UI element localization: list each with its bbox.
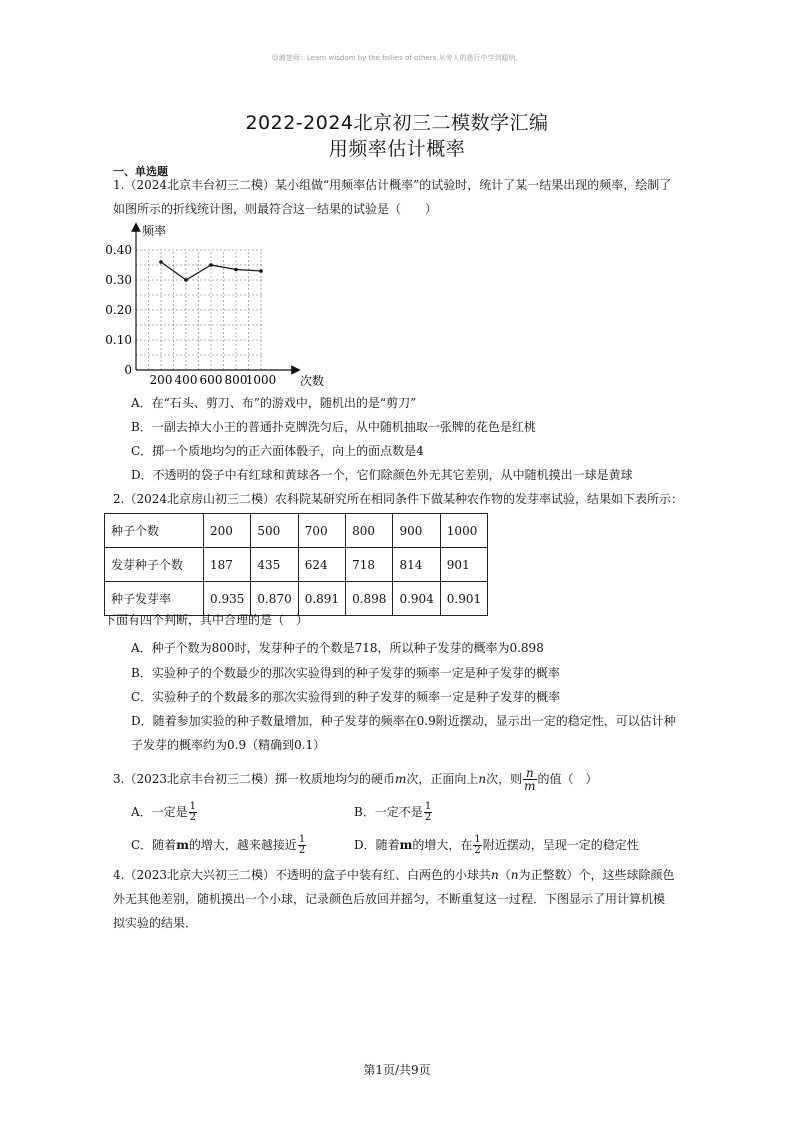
table-cell: 500 bbox=[251, 514, 298, 548]
page-subtitle: 用频率估计概率 bbox=[328, 138, 466, 160]
q4-stem-line3: 拟实验的结果． bbox=[113, 916, 198, 930]
table-cell: 0.901 bbox=[440, 582, 487, 616]
table-cell: 718 bbox=[346, 548, 393, 582]
table-cell: 800 bbox=[346, 514, 393, 548]
q1-option-a: A．在“石头、剪刀、布”的游戏中，随机出的是“剪刀” bbox=[131, 396, 417, 410]
q2-option-d-line2: 子发芽的概率约为0.9（精确到0.1） bbox=[131, 738, 326, 752]
table-cell: 700 bbox=[298, 514, 345, 548]
q3-option-d: D．随着m的增大，在 $\frac{1}{2}$ 附近摆动，呈现一定的稳定性 bbox=[354, 834, 639, 856]
table-cell: 200 bbox=[204, 514, 251, 548]
section-heading: 一、单选题 bbox=[113, 165, 168, 178]
q3-stem-mid1: 次，正面向上 bbox=[406, 772, 479, 786]
fraction-one-half: $\frac{1}{2}$ bbox=[189, 801, 197, 823]
q3-stem bbox=[113, 763, 598, 795]
var-n: n bbox=[478, 772, 487, 786]
fraction-one-half: $\frac{1}{2}$ bbox=[474, 834, 481, 856]
table-cell: 900 bbox=[393, 514, 440, 548]
data-point bbox=[259, 269, 263, 273]
q1-option-c: C．掷一个质地均匀的正六面体骰子，向上的面点数是4 bbox=[131, 444, 424, 458]
x-tick-label: 400 bbox=[174, 373, 198, 387]
q2-stem: 2.（2024北京房山初三二模）农科院某研究所在相同条件下做某种农作物的发芽率试验，结果如下表所示： bbox=[113, 492, 683, 506]
q3-stem-mid2: 次，则 bbox=[486, 772, 523, 786]
y-tick-label: 0.30 bbox=[105, 273, 132, 287]
data-point bbox=[184, 278, 188, 282]
table-cell: 种子个数 bbox=[105, 514, 204, 548]
fraction-one-half: $\frac{1}{2}$ bbox=[424, 801, 432, 823]
table-cell: 1000 bbox=[440, 514, 487, 548]
table-cell: 0.870 bbox=[251, 582, 298, 616]
var-m: m bbox=[395, 772, 407, 786]
q4-stem-line2: 外无其他差别，随机摸出一个小球，记录颜色后放回并摇匀，不断重复这一过程．下图显示了用计算机模 bbox=[113, 892, 666, 906]
page-title: 2022-2024北京初三二模数学汇编 bbox=[245, 112, 549, 134]
x-tick-label: 200 bbox=[149, 373, 173, 387]
q2-option-b: B．实验种子的个数最少的那次实验得到的种子发芽的频率一定是种子发芽的概率 bbox=[131, 666, 560, 680]
table-row bbox=[105, 514, 488, 548]
q1-option-b: B．一副去掉大小王的普通扑克牌洗匀后，从中随机抽取一张牌的花色是红桃 bbox=[131, 420, 536, 434]
table-cell: 0.898 bbox=[346, 582, 393, 616]
q3-stem-post: 的值（ ） bbox=[537, 772, 598, 786]
q3-option-b: B．一定不是 $\frac{1}{2}$ bbox=[354, 801, 432, 823]
table-cell: 种子发芽率 bbox=[105, 582, 204, 616]
table-row bbox=[105, 548, 488, 582]
q2-option-d-line1: D．随着参加实验的种子数量增加，种子发芽的频率在0.9附近摆动，显示出一定的稳定性，可以估计种 bbox=[131, 714, 676, 728]
page-footer: 第1页/共9页 bbox=[363, 1063, 431, 1077]
table-cell: 901 bbox=[440, 548, 487, 582]
table-cell: 0.904 bbox=[393, 582, 440, 616]
q1-option-d: D．不透明的袋子中有红球和黄球各一个，它们除颜色外无其它差别，从中随机摸出一球是黄球 bbox=[131, 468, 633, 482]
data-point bbox=[234, 268, 238, 272]
x-tick-label: 1000 bbox=[245, 373, 277, 387]
watermark-text: ☺潞楚师：Learn wisdom by the follies of others.从旁人的愚行中学到聪明。 bbox=[271, 54, 523, 62]
q3-option-c: C．随着m的增大，越来越接近 $\frac{1}{2}$ bbox=[131, 834, 306, 856]
table-cell: 435 bbox=[251, 548, 298, 582]
q1-stem-line1: 1.（2024北京丰台初三二模）某小组做“用频率估计概率”的试验时，统计了某一结果出现的频率，绘制了 bbox=[113, 178, 672, 192]
q2-option-a: A．种子个数为800时，发芽种子的个数是718，所以种子发芽的概率为0.898 bbox=[131, 641, 544, 655]
frequency-line-chart bbox=[105, 222, 340, 392]
fraction-one-half: $\frac{1}{2}$ bbox=[298, 834, 306, 856]
x-tick-label: 800 bbox=[224, 373, 248, 387]
fraction-n-over-m: $\frac{n}{m}$ bbox=[524, 766, 536, 793]
q2-option-c: C．实验种子的个数最多的那次实验得到的种子发芽的频率一定是种子发芽的概率 bbox=[131, 690, 561, 704]
q1-stem-line2: 如图所示的折线统计图，则最符合这一结果的试验是（ ） bbox=[113, 202, 438, 216]
table-cell: 624 bbox=[298, 548, 345, 582]
y-tick-label: 0 bbox=[124, 363, 132, 377]
table-cell: 发芽种子个数 bbox=[105, 548, 204, 582]
germination-table bbox=[104, 513, 488, 616]
data-point bbox=[209, 263, 213, 267]
y-tick-label: 0.40 bbox=[105, 243, 132, 257]
q2-prompt: 下面有四个判断，其中合理的是（ ） bbox=[104, 613, 309, 627]
y-tick-label: 0.10 bbox=[105, 333, 132, 347]
table-cell: 187 bbox=[204, 548, 251, 582]
q3-stem-pre: 3.（2023北京丰台初三二模）掷一枚质地均匀的硬币 bbox=[113, 772, 395, 786]
table-cell: 0.935 bbox=[204, 582, 251, 616]
table-cell: 0.891 bbox=[298, 582, 345, 616]
x-axis-label: 次数 bbox=[300, 374, 325, 388]
q4-stem-line1: 4.（2023北京大兴初三二模）不透明的盒子中装有红、白两色的小球共n（n为正整数）个，这些球除颜色 bbox=[113, 868, 675, 882]
q3-option-a: A．一定是 $\frac{1}{2}$ bbox=[131, 801, 197, 823]
x-tick-label: 600 bbox=[199, 373, 223, 387]
y-axis-label: 频率 bbox=[142, 224, 167, 238]
table-cell: 814 bbox=[393, 548, 440, 582]
y-tick-label: 0.20 bbox=[105, 303, 132, 317]
data-point bbox=[159, 260, 163, 264]
chart-grid bbox=[136, 250, 262, 370]
